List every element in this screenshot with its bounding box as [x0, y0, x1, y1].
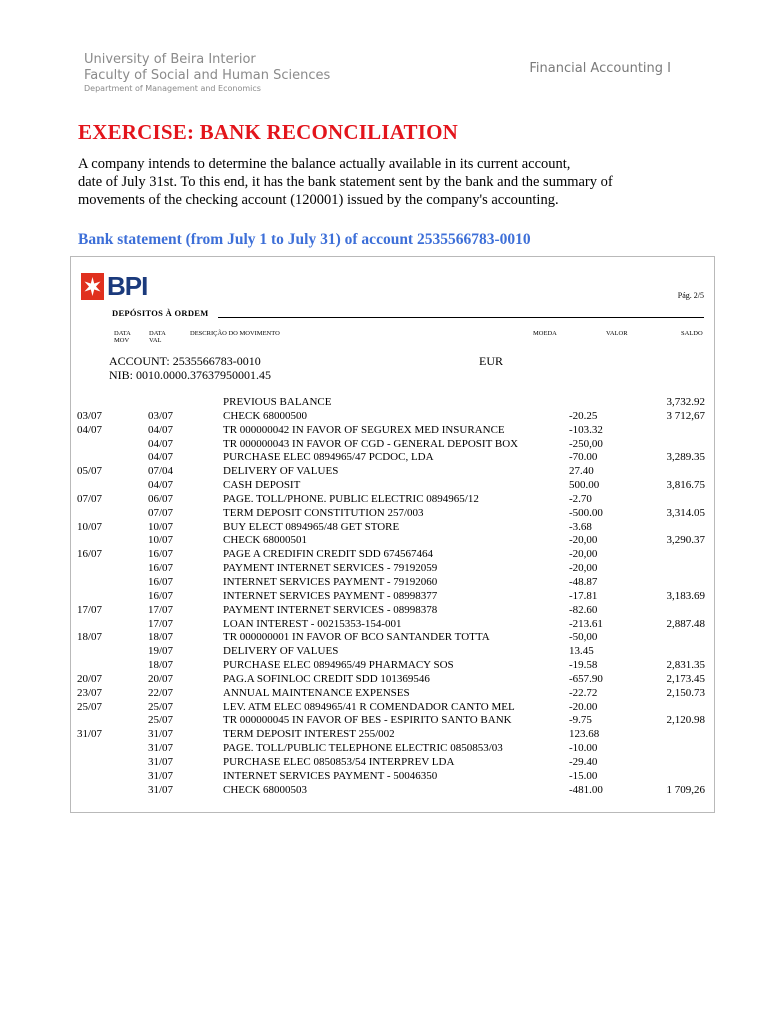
amount: -250,00	[569, 437, 603, 450]
amount: -17.81	[569, 589, 598, 602]
col-header-description: DESCRIÇÃO DO MOVIMENTO	[190, 330, 280, 337]
department-name: Department of Management and Economics	[84, 84, 261, 93]
university-name: University of Beira Interior	[84, 52, 256, 67]
col-header-text: DATA	[149, 330, 166, 337]
table-row	[71, 465, 714, 479]
balance: 1 709,26	[666, 783, 705, 796]
amount: -20,00	[569, 534, 598, 547]
amount: 27.40	[569, 465, 594, 478]
movement-date: 20/07	[77, 672, 103, 685]
value-date: 04/07	[148, 479, 174, 492]
balance: 2,120.98	[666, 714, 705, 727]
movement-date: 23/07	[77, 686, 103, 699]
description: CASH DEPOSIT	[223, 479, 301, 492]
description: INTERNET SERVICES PAYMENT - 08998377	[223, 589, 438, 602]
nib-number: NIB: 0010.0000.37637950001.45	[109, 368, 271, 382]
amount: -500.00	[569, 506, 603, 519]
page-number: Pág. 2/5	[677, 291, 704, 300]
bpi-logo-text: BPI	[107, 271, 148, 301]
description: INTERNET SERVICES PAYMENT - 50046350	[223, 769, 438, 782]
value-date: 10/07	[148, 534, 174, 547]
amount: -19.58	[569, 659, 598, 672]
value-date: 16/07	[148, 575, 174, 588]
value-date: 20/07	[148, 672, 174, 685]
table-row	[71, 604, 714, 618]
intro-line: A company intends to determine the balance actually available in its current account,	[78, 156, 571, 172]
balance: 3,290.37	[666, 534, 705, 547]
description: LEV. ATM ELEC 0894965/41 R COMENDADOR CANTO MEL	[223, 700, 515, 713]
amount: -481.00	[569, 783, 603, 796]
amount: -103.32	[569, 423, 603, 436]
table-row	[71, 521, 714, 535]
amount: -70.00	[569, 451, 598, 464]
bank-statement	[70, 256, 715, 813]
movement-date: 17/07	[77, 603, 103, 616]
balance: 3,732.92	[666, 396, 705, 408]
movement-date: 07/07	[77, 492, 103, 505]
description: PAGE. TOLL/PHONE. PUBLIC ELECTRIC 0894965/12	[223, 492, 479, 505]
table-row	[71, 659, 714, 673]
amount: -20.25	[569, 409, 598, 422]
statement-subtitle: Bank statement (from July 1 to July 31) of account 2535566783-0010	[78, 231, 531, 248]
amount: -22.72	[569, 686, 598, 699]
intro-line: date of July 31st. To this end, it has the bank statement sent by the bank and the summary of	[78, 174, 613, 190]
balance: 3 712,67	[666, 409, 705, 422]
account-info	[109, 354, 271, 382]
description: BUY ELECT 0894965/48 GET STORE	[223, 520, 400, 533]
col-header-text: DATA	[114, 330, 131, 337]
section-rule	[218, 317, 704, 318]
value-date: 16/07	[148, 562, 174, 575]
col-header-text: MOV	[114, 337, 130, 344]
amount: -20.00	[569, 700, 598, 713]
balance: 3,816.75	[666, 479, 705, 492]
value-date: 04/07	[148, 451, 174, 464]
exercise-title: EXERCISE: BANK RECONCILIATION	[78, 120, 458, 144]
amount: -2.70	[569, 492, 592, 505]
col-header-date-val	[149, 330, 166, 344]
description: PURCHASE ELEC 0894965/49 PHARMACY SOS	[223, 659, 454, 672]
movement-date: 10/07	[77, 520, 103, 533]
table-row	[71, 728, 714, 742]
description: PAGE. TOLL/PUBLIC TELEPHONE ELECTRIC 0850853/03	[223, 742, 503, 755]
table-row	[71, 714, 714, 728]
table-row	[71, 534, 714, 548]
value-date: 18/07	[148, 659, 174, 672]
amount: -82.60	[569, 603, 598, 616]
col-header-balance: SALDO	[681, 330, 703, 337]
description: PREVIOUS BALANCE	[223, 396, 332, 408]
description: TR 000000045 IN FAVOR OF BES - ESPIRITO SANTO BANK	[223, 714, 512, 727]
section-title: DEPÓSITOS À ORDEM	[112, 308, 209, 318]
balance: 2,887.48	[666, 617, 705, 630]
table-row	[71, 784, 714, 798]
value-date: 04/07	[148, 437, 174, 450]
description: DELIVERY OF VALUES	[223, 645, 339, 658]
value-date: 31/07	[148, 769, 174, 782]
value-date: 31/07	[148, 755, 174, 768]
value-date: 18/07	[148, 631, 174, 644]
table-row	[71, 410, 714, 424]
value-date: 06/07	[148, 492, 174, 505]
table-row	[71, 424, 714, 438]
value-date: 22/07	[148, 686, 174, 699]
intro-line: movements of the checking account (120001) issued by the company's accounting.	[78, 192, 559, 208]
table-row	[71, 687, 714, 701]
table-row	[71, 479, 714, 493]
movement-date: 05/07	[77, 465, 103, 478]
col-header-date-mov	[114, 330, 131, 344]
table-row	[71, 756, 714, 770]
movement-date: 03/07	[77, 409, 103, 422]
value-date: 10/07	[148, 520, 174, 533]
movement-date: 31/07	[77, 728, 103, 741]
description: PAG.A SOFINLOC CREDIT SDD 101369546	[223, 672, 430, 685]
balance: 2,173.45	[666, 672, 705, 685]
bpi-star-icon	[81, 273, 104, 300]
value-date: 31/07	[148, 728, 174, 741]
value-date: 07/04	[148, 465, 174, 478]
description: ANNUAL MAINTENANCE EXPENSES	[223, 686, 410, 699]
value-date: 19/07	[148, 645, 174, 658]
amount: -50,00	[569, 631, 598, 644]
value-date: 03/07	[148, 409, 174, 422]
description: CHECK 68000503	[223, 783, 308, 796]
description: TERM DEPOSIT INTEREST 255/002	[223, 728, 395, 741]
value-date: 31/07	[148, 742, 174, 755]
faculty-name: Faculty of Social and Human Sciences	[84, 68, 331, 83]
amount: -657.90	[569, 672, 603, 685]
balance: 3,289.35	[666, 451, 705, 464]
value-date: 16/07	[148, 548, 174, 561]
col-header-currency: MOEDA	[533, 330, 557, 337]
table-row	[71, 618, 714, 632]
description: TERM DEPOSIT CONSTITUTION 257/003	[223, 506, 424, 519]
intro-paragraph	[78, 155, 678, 209]
description: TR 000000001 IN FAVOR OF BCO SANTANDER TOTTA	[223, 631, 490, 644]
balance: 2,831.35	[666, 659, 705, 672]
amount: -15.00	[569, 769, 598, 782]
account-number: ACCOUNT: 2535566783-0010	[109, 354, 261, 368]
bpi-logo	[81, 272, 149, 302]
value-date: 16/07	[148, 589, 174, 602]
description: PURCHASE ELEC 0850853/54 INTERPREV LDA	[223, 755, 455, 768]
description: DELIVERY OF VALUES	[223, 465, 339, 478]
balance: 2,150.73	[666, 686, 705, 699]
description: TR 000000042 IN FAVOR OF SEGUREX MED INSURANCE	[223, 423, 505, 436]
amount: 123.68	[569, 728, 600, 741]
value-date: 04/07	[148, 423, 174, 436]
description: PAYMENT INTERNET SERVICES - 79192059	[223, 562, 438, 575]
table-row	[71, 770, 714, 784]
balance: 3,314.05	[666, 506, 705, 519]
table-row	[71, 438, 714, 452]
table-row	[71, 507, 714, 521]
table-row	[71, 645, 714, 659]
description: INTERNET SERVICES PAYMENT - 79192060	[223, 575, 438, 588]
movement-date: 25/07	[77, 700, 103, 713]
amount: -9.75	[569, 714, 592, 727]
amount: -20,00	[569, 548, 598, 561]
description: CHECK 68000501	[223, 534, 308, 547]
amount: 13.45	[569, 645, 594, 658]
movement-date: 18/07	[77, 631, 103, 644]
description: TR 000000043 IN FAVOR OF CGD - GENERAL DEPOSIT BOX	[223, 437, 519, 450]
movement-date: 04/07	[77, 423, 103, 436]
table-row	[71, 396, 714, 410]
amount: -10.00	[569, 742, 598, 755]
description: PAYMENT INTERNET SERVICES - 08998378	[223, 603, 438, 616]
col-header-value: VALOR	[606, 330, 628, 337]
value-date: 17/07	[148, 617, 174, 630]
value-date: 31/07	[148, 783, 174, 796]
table-row	[71, 493, 714, 507]
amount: -48.87	[569, 575, 598, 588]
table-row	[71, 631, 714, 645]
table-row	[71, 576, 714, 590]
description: PURCHASE ELEC 0894965/47 PCDOC, LDA	[223, 451, 434, 464]
table-row	[71, 590, 714, 604]
amount: -3.68	[569, 520, 592, 533]
description: LOAN INTEREST - 00215353-154-001	[223, 617, 402, 630]
table-row	[71, 451, 714, 465]
course-name: Financial Accounting I	[529, 61, 671, 76]
balance: 3,183.69	[666, 589, 705, 602]
description: PAGE A CREDIFIN CREDIT SDD 674567464	[223, 548, 433, 561]
amount: 500.00	[569, 479, 600, 492]
value-date: 25/07	[148, 700, 174, 713]
table-row	[71, 562, 714, 576]
table-row	[71, 742, 714, 756]
description: CHECK 68000500	[223, 409, 308, 422]
amount: -20,00	[569, 562, 598, 575]
amount: -213.61	[569, 617, 603, 630]
col-header-text: VAL	[149, 337, 162, 344]
value-date: 07/07	[148, 506, 174, 519]
currency-code: EUR	[479, 354, 503, 368]
movement-date: 16/07	[77, 548, 103, 561]
institution-header	[84, 52, 330, 95]
table-row	[71, 548, 714, 562]
value-date: 17/07	[148, 603, 174, 616]
value-date: 25/07	[148, 714, 174, 727]
transactions-table	[71, 396, 714, 797]
amount: -29.40	[569, 755, 598, 768]
table-row	[71, 673, 714, 687]
table-row	[71, 701, 714, 715]
